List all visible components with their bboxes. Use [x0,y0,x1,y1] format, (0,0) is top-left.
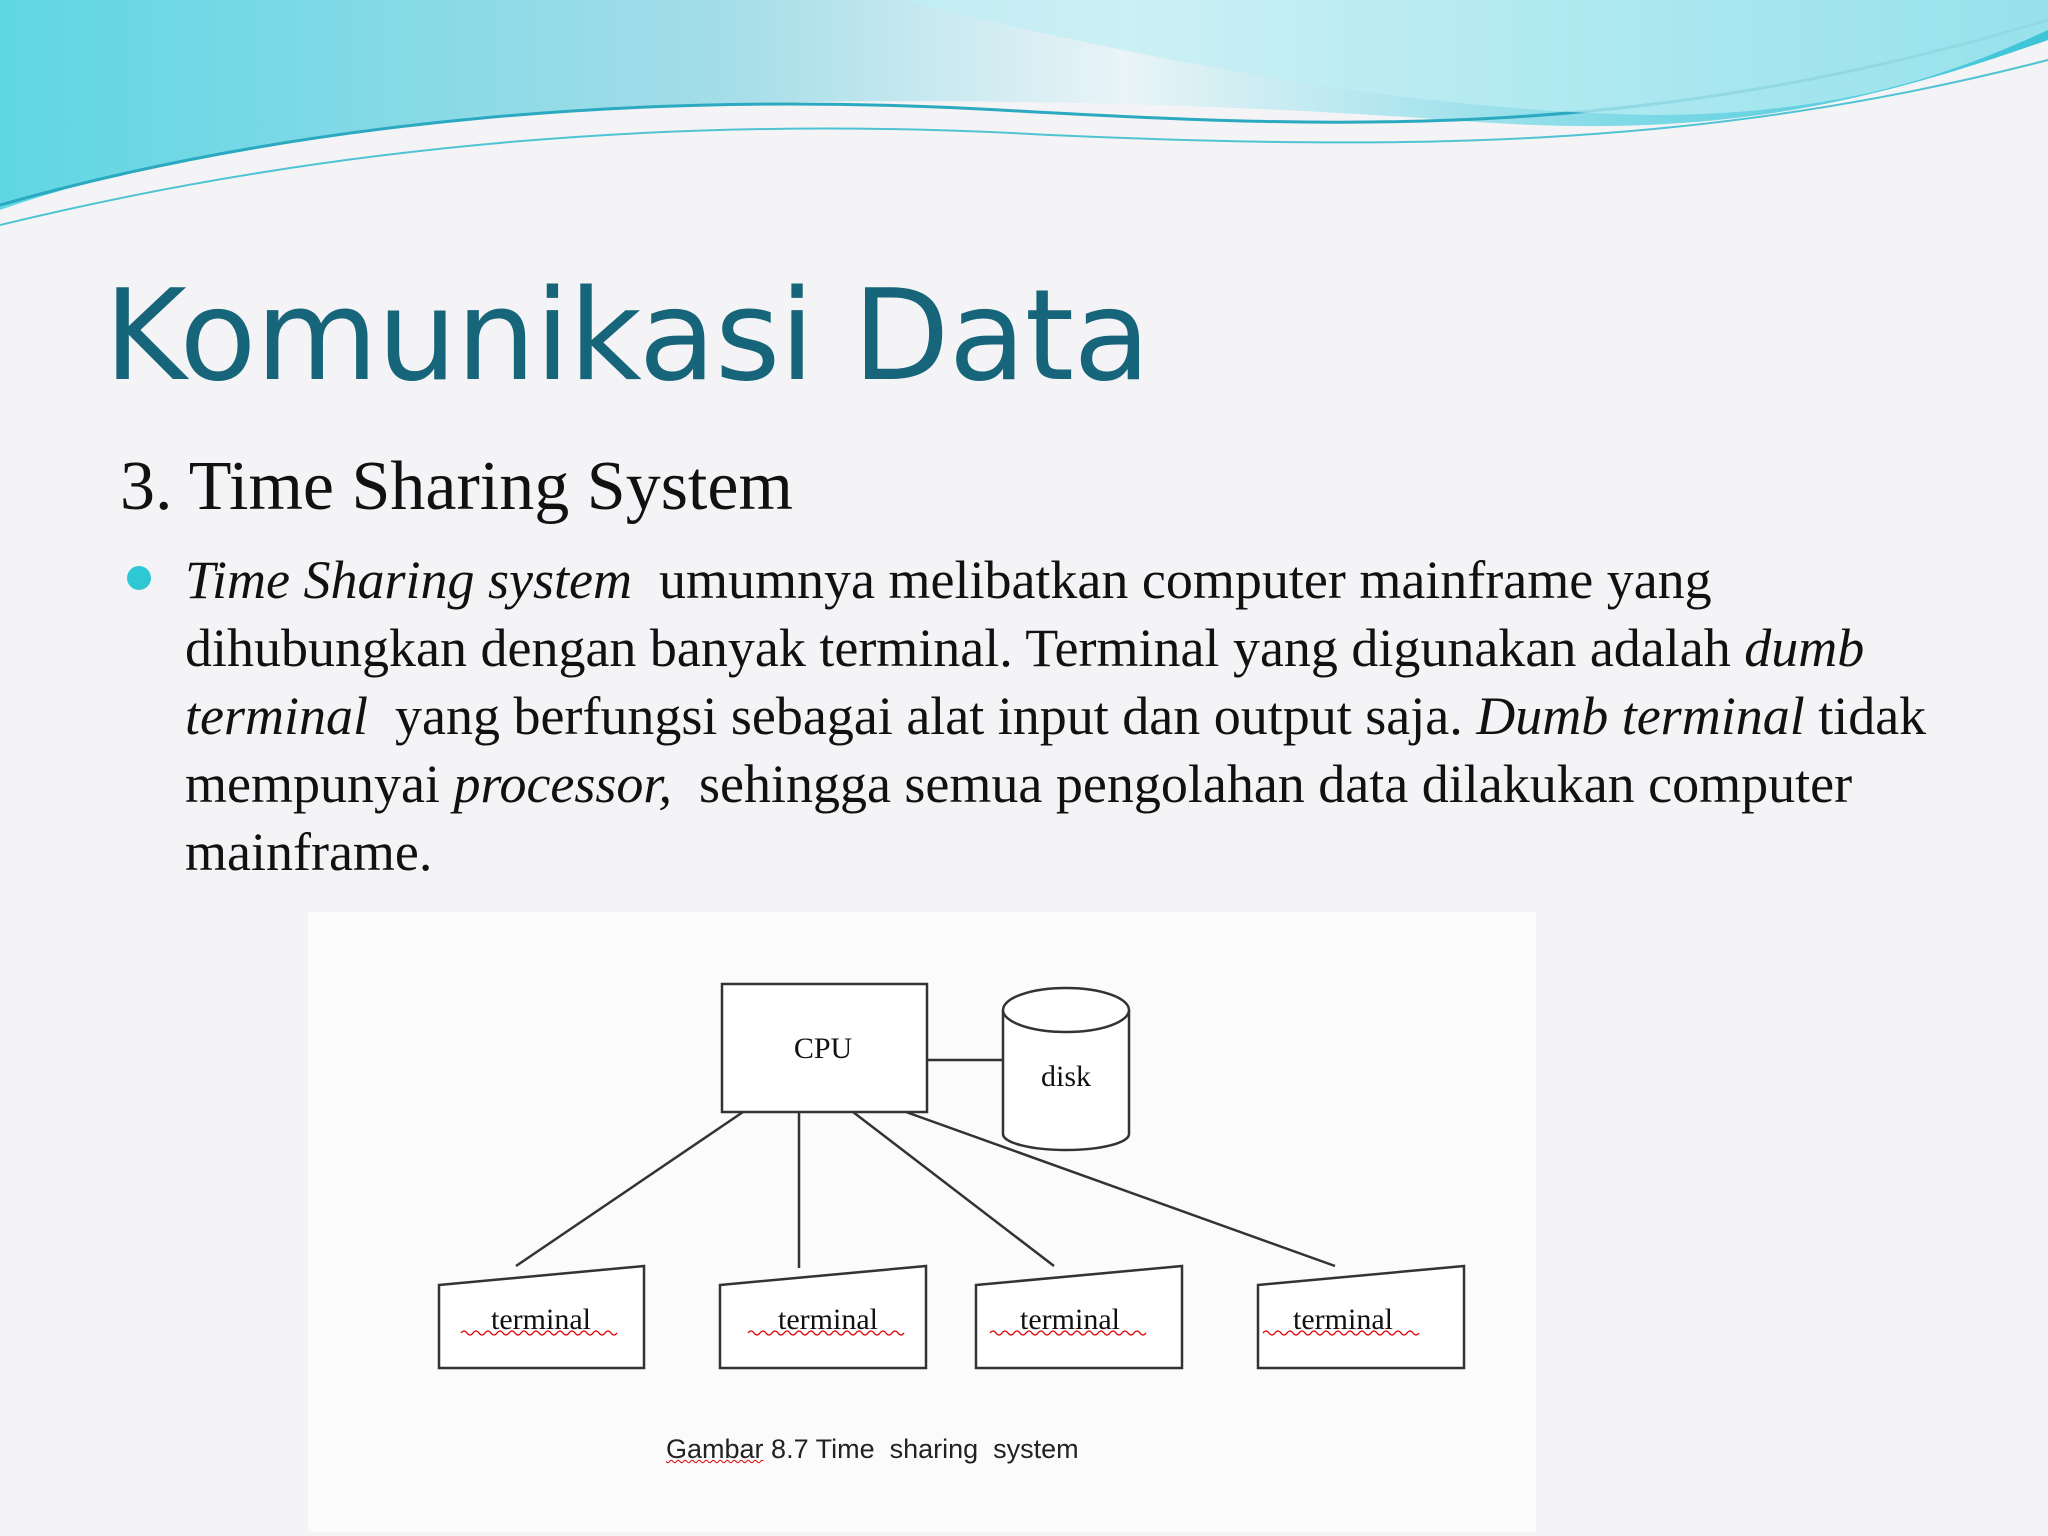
cpu-label: CPU [793,1032,853,1065]
bullet-text-segment: yang berfungsi sebagai alat input dan output saja. [368,686,1477,746]
terminal-box-icon [439,1266,644,1368]
slide-title: Komunikasi Data [104,262,1150,409]
bullet-paragraph [185,546,1945,886]
caption-word: Gambar [666,1434,764,1464]
bullet-text-segment: processor, [453,754,672,814]
disk-cylinder-icon [1003,988,1129,1150]
figure-caption [666,1434,1079,1465]
caption-text: 8.7 Time sharing system [763,1434,1079,1464]
terminal-label-3: terminal [1020,1303,1120,1336]
terminal-label-2: terminal [778,1303,878,1336]
bullet-text-segment: umumnya melibatkan computer mainframe yang dihubungkan dengan banyak terminal. Terminal yang digunakan adalah [185,550,1745,678]
disk-label: disk [1040,1060,1092,1093]
terminal-box-icon [720,1266,926,1368]
terminal-box-icon [976,1266,1182,1368]
slide-subtitle: 3. Time Sharing System [120,448,793,525]
bullet-text-segment: sehingga semua pengolahan data dilakukan computer mainframe. [185,754,1866,882]
terminal-label-1: terminal [491,1303,591,1336]
header-wave-decoration [0,0,2048,240]
bullet-dot-icon [127,566,151,590]
cpu-box-icon [722,984,927,1112]
bullet-text-segment: dumb terminal [185,618,1878,746]
bullet-text-segment: Time Sharing system [185,550,633,610]
bullet-text-segment: Dumb terminal [1476,686,1805,746]
cpu-terminal-1-connector [516,1112,743,1266]
terminal-label-4: terminal [1293,1303,1393,1336]
bullet-text-segment: tidak mempunyai [185,686,1940,814]
terminal-box-icon [1258,1266,1464,1368]
